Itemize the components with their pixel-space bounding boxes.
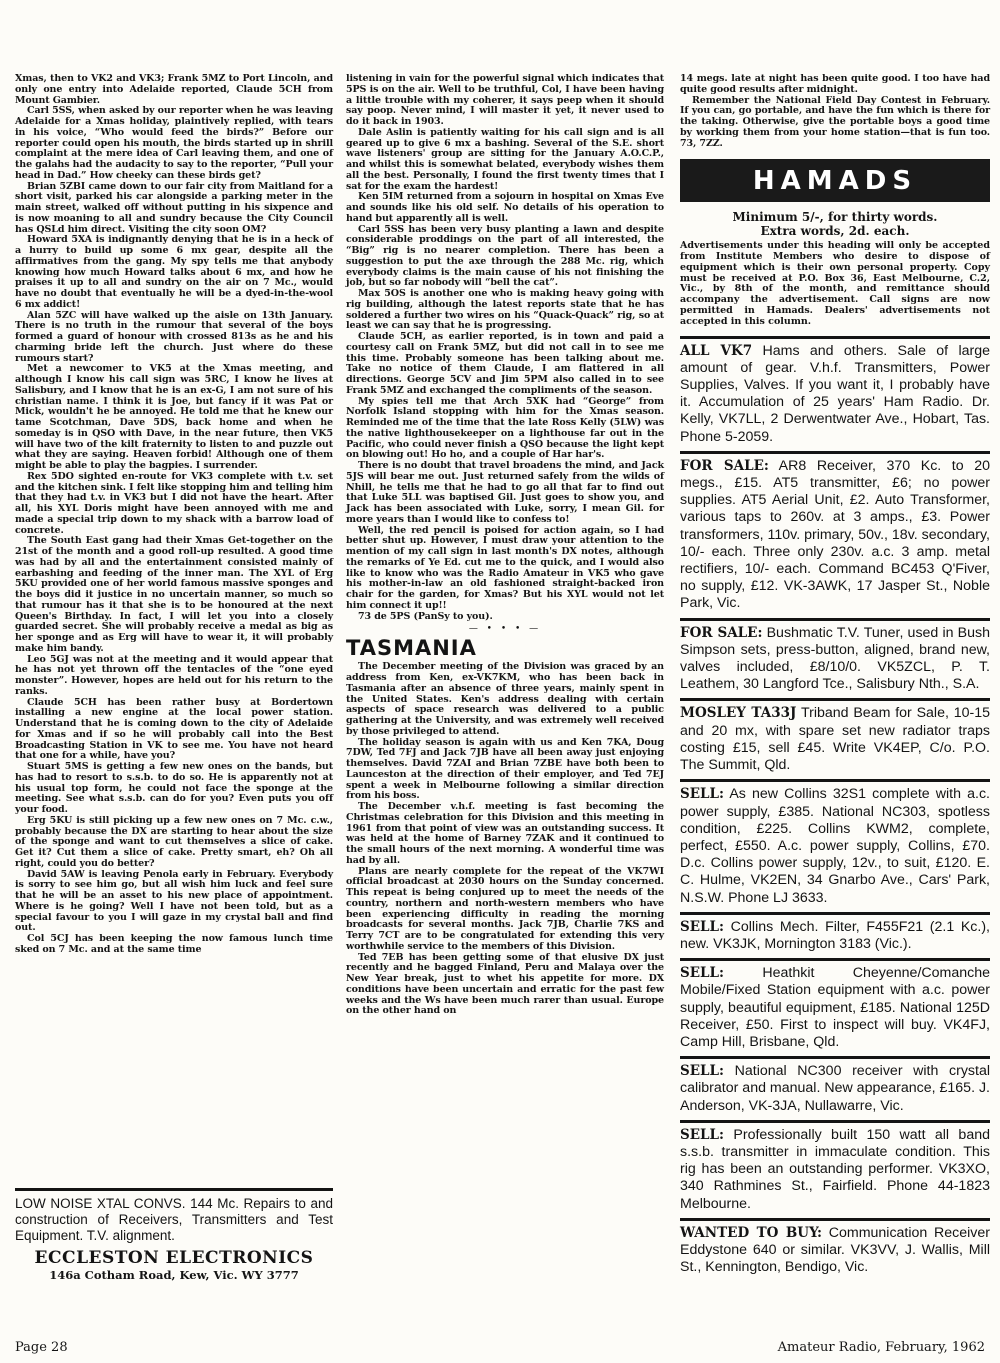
column-2: [346, 74, 664, 1017]
tasmania-paragraph: The December v.h.f. meeting is fast becoming the Christmas celebration for this Division and this meeting in 1961 from that point of view was an outstanding success. It was held at the home of Barney 7ZAK and it continued to the small hours of the next morning. A wonderful time was had by all.: [346, 801, 664, 866]
article-paragraph: Erg 5KU is still picking up a few new ones on 7 Mc. c.w., probably because the DX are starting to hear about the size of the sponge and want to cut themselves a slice of cake. Get it? Cut them a slice of cake. Pretty smart, eh? Oh all right, could you do better?: [15, 814, 333, 869]
article-paragraph: Dale Aslin is patiently waiting for his call sign and is all geared up to give 6 mx a bashing. Several of the S.E. short wave listeners' group are sitting for the January A.O.C.P., and whilst this is somewhat belated, everybody wishes them all the best. Personally, I found the first twenty times that I sat for the exam the hardest!: [346, 126, 664, 192]
ad-company-name: ECCLESTON ELECTRONICS: [34, 1248, 314, 1268]
article-paragraph: Stuart 5MS is getting a few new ones on the bands, but has had to resort to s.s.b. to do so. He is apparently not at his usual top form, he could not face the sponge at the meeting. See what s.s.b. can do for you? Even puts you off your food.: [15, 761, 333, 815]
hamad-text: Triband Beam for Sale, 10-15 and 20 mx, with spare set new radiator traps costing £15, sell £45. Write VK4EP, C/o. P.O. The Summit, Qld.: [680, 705, 991, 774]
article-paragraph: Carl 5SS, when asked by our reporter when he was leaving Adelaide for a Xmas holiday, plaintively replied, with tears in his voice, “Who would feed the birds?” Before our reporter could open his mouth, the birds started up in shrill complaint at the mere idea of Carl leaving them, and one of the galahs had the audacity to say to the reporter, “Pull your head in Dad.” How cheeky can these birds get?: [15, 105, 333, 181]
article-paragraph: 14 megs. late at night has been quite good. I too have had quite good results after midnight.: [680, 73, 990, 95]
hamad-lead: SELL:: [680, 1126, 725, 1143]
eccleston-advertisement: [15, 1188, 333, 1282]
article-paragraph: Remember the National Field Day Contest in February. If you can, go portable, and have the fun which is there for the taking. Otherwise, give the portable boys a good time by working them from your home station—that is fun too. 73, 7ZZ.: [680, 94, 990, 149]
hamad-text: AR8 Receiver, 370 Kc. to 20 megs., £15. AT5 transmitter, £6; no power supplies. AT5 Aerial Unit, £2. Auto Transformer, various taps to 260v. at 3 amps., £3. Power transformers, 110v. primary, 50v., 18v. secondary, 10/- each. Three only 230v. a.c. 3 amp. metal rectifiers, 10/- each. Command BC453 Q'Fiver, no supply, £12. VK-3AWK, 17 Jasper St., Noble Park, Vic.: [680, 457, 990, 612]
hamad-listing: [680, 336, 990, 451]
hamad-text: Hams and others. Sale of large amount of gear. V.h.f. Transmitters, Power Supplies, Valves. If you want it, I probably have it. Accumulation of 25 years' Ham Radio. Dr. Kelly, VK7LL, 2 Derwentwater Ave., Hobart, Tas. Phone 5-2059.: [680, 342, 990, 445]
tasmania-paragraph: Plans are nearly complete for the repeat of the VK7WI official broadcast at 2030 hours on the Sunday concerned. This repeat is being conjured up to meet the needs of the country, northern and north-western members who have been experiencing difficulty in reading the morning broadcasts for several months. Jack 7JB, Charlie 7KS and Terry 7CT are to be congratulated for extending this very worthwhile service to the members of this Division.: [346, 865, 664, 952]
hamad-lead: SELL:: [680, 965, 725, 982]
hamad-listing: [680, 698, 990, 779]
hamads-conditions: Advertisements under this heading will only be accepted from Institute Members who desire to dispose of equipment which is their own personal property. Copy must be received at P.O. Box 36, East Melbourne, C.2, Vic., by 8th of the month, and remittance should accompany the advertisement. Call signs are now permitted in Hamads. Dealers' advertisements not accepted in this column.: [680, 240, 990, 327]
article-paragraph: Max 5OS is another one who is making heavy going with rig building, although the latest reports state that he has soldered a further two wires on his “Quack-Quack” rig, so at least we can say that he is progressing.: [346, 288, 664, 332]
tasmania-heading: TASMANIA: [346, 636, 477, 661]
hamad-lead: FOR SALE:: [680, 624, 763, 641]
hamad-lead: WANTED TO BUY:: [680, 1224, 823, 1241]
hamads-banner: HAMADS: [680, 159, 990, 202]
hamad-lead: FOR SALE:: [680, 457, 769, 474]
page-number: Page 28: [15, 1340, 68, 1355]
hamad-lead: SELL:: [680, 1063, 725, 1080]
hamad-listing: [680, 958, 990, 1056]
article-paragraph: Howard 5XA is indignantly denying that he is in a heck of a hurry to build up some 6 mx gear, despite all the affirmatives from the gang. My spy tells me that anybody knowing how much Howard talks about 6 mx, and how he praises it up to all and sundry on the air on 7 Mc., would have no doubt that eventually he will be a dyed-in-the-wool 6 mx addict!: [15, 234, 333, 310]
article-paragraph: Carl 5SS has been very busy planting a lawn and despite considerable proddings on the part of all interested, the “Big” rig is no nearer completion. There has been a suggestion to put the axe through the 288 Mc. rig, which everybody claims is the main cause of his not finishing the job, but so far nobody will “bell the cat”.: [346, 223, 664, 289]
hamad-listing: [680, 1120, 990, 1218]
hamad-listing: [680, 451, 990, 618]
article-paragraph: Met a newcomer to VK5 at the Xmas meeting, and although I know his call sign was 5RC, I know he lives at Salisbury, and I know that he is an ex-G, I am not sure of his christian name. I think it is Joe, but fancy if it was Pat or Mick, wouldn't he be annoyed. He told me that he knew our tame Scotchman, Dave 5DS, back home and when he someday is in QSO with Dave, in the near future, then VK5 will have two of the kilt fraternity to listen to and puzzle out what they are saying. Heaven forbid! Although one of them might be able to play the bagpies. I surrender.: [15, 363, 333, 471]
hamad-listing: [680, 1056, 990, 1120]
hamad-listing: [680, 779, 990, 911]
hamad-text: National NC300 receiver with crystal calibrator and manual. New appearance, £165. J. Anderson, VK-3JA, Nullawarre, Vic.: [680, 1063, 990, 1114]
publication-line: Amateur Radio, February, 1962: [777, 1340, 985, 1355]
hamad-lead: SELL:: [680, 918, 725, 935]
section-divider: — • • • —: [468, 624, 542, 635]
article-paragraph: Col 5CJ has been keeping the now famous lunch time sked on 7 Mc. and at the same time: [15, 933, 333, 955]
hamads-rate: Extra words, 2d. each.: [760, 224, 910, 239]
column-1: [15, 74, 333, 956]
article-paragraph: Leo 5GJ was not at the meeting and it would appear that he has not yet thrown off the tentacles of the “one eyed monster”. However, hopes are held out for his return to the ranks.: [15, 653, 333, 697]
ad-address: 146a Cotham Road, Kew, Vic. WY 3777: [49, 1268, 299, 1282]
column-3: [680, 74, 990, 1281]
hamads-rate: Minimum 5/-, for thirty words.: [732, 210, 938, 225]
article-paragraph: Rex 5DO sighted en-route for VK3 complete with t.v. set and the kitchen sink. I felt like stopping him and telling him that they had t.v. in VK3 but I did not have the heart. After all, his XYL Doris might have been annoyed with me and made a special trip down to my shack with a barrow load of concrete.: [15, 470, 333, 536]
hamad-text: Bushmatic T.V. Tuner, used in Bush Simpson sets, press-button, aligned, brand new, valves included, £8/10/0. VK5ZCL, P. T. Leathem, 30 Langford Tce., Salisbury Nth., S.A.: [680, 624, 990, 693]
signoff: 73 de 5PS (PanSy to you).: [358, 610, 493, 622]
article-paragraph: The South East gang had their Xmas Get-together on the 21st of the month and a good roll-up resulted. A good time was had by all and the entertainment consisted mainly of earbashing and feeding of the inner man. The XYL of Erg 5KU provided one of her world famous massive sponges and the boys did it justice in no uncertain manner, so much so that rumour has it that she is to be honoured at the next Queen's Birthday. In fact, I will let you into a closely guarded secret. She will probably receive a medal as big as her sponge and as Erg will have to wear it, it will probably make him bandy.: [15, 535, 333, 654]
article-paragraph: Brian 5ZBI came down to our fair city from Maitland for a short visit, parked his car alongside a parking meter in the main street, walked off without putting in his sixpence and is now moaning to all and sundry because the City Council has QSLd him direct. Visiting the city soon OM?: [15, 180, 333, 235]
article-paragraph: Well, the red pencil is poised for action again, so I had better shut up. However, I must draw your attention to the mention of my call sign in last month's DX notes, although the remarks of Ye Ed. cut me to the quick, and I would also like to know who was the Radio Amateur in VK5 who gave his mother-in-law an old fashioned straight-backed iron chair for the garden, for Xmas? But his XYL would not let him connect it up!!: [346, 524, 664, 611]
hamad-lead: MOSLEY TA33J: [680, 705, 797, 722]
article-paragraph: Alan 5ZC will have walked up the aisle on 13th January. There is no truth in the rumour that several of the boys formed a guard of honour with crossed 813s as he and his charming bride left the church. Just where do these rumours start?: [15, 309, 333, 364]
article-paragraph: Ken 5IM returned from a sojourn in hospital on Xmas Eve and sounds like his old self. No details of his operation to hand but apparently all is well.: [346, 191, 664, 224]
tasmania-paragraph: The December meeting of the Division was graced by an address from Ken, ex-VK7KM, who has been back in Tasmania after an absence of three years, mainly spent in the United States. Ken's address dealing with certain aspects of space research was delivered to a public gathering at the University, and was extremely well received by those privileged to attend.: [346, 661, 664, 737]
tasmania-paragraph: The holiday season is again with us and Ken 7KA, Doug 7DW, Ted 7FJ and Jack 7JB have all been away just enjoying themselves. David 7ZAI and Brian 7ZBE have both been to Launceston at the direction of their employer, and Ted 7EJ spent a week in Melbourne following a similar direction from his boss.: [346, 736, 664, 802]
hamad-text: Heathkit Cheyenne/Comanche Mobile/Fixed Station equipment with a.c. power supply, beautiful equipment, £185. National 125D Receiver, £50. First to inspect will buy. VK4FJ, Camp Hill, Brisbane, Qld.: [680, 965, 990, 1050]
hamad-text: Collins Mech. Filter, F455F21 (2.1 Kc.), new. VK3JK, Mornington 3183 (Vic.).: [680, 918, 990, 952]
ad-text: LOW NOISE XTAL CONVS. 144 Mc. Repairs to and construction of Receivers, Transmitters and Test Equipment. T.V. alignment.: [15, 1196, 333, 1243]
tasmania-paragraph: Ted 7EB has been getting some of that elusive DX just recently and he bagged Finland, Peru and Malaya over the New Year break, just to whet his appetite for more. DX conditions have been uncertain and erratic for the past few weeks and the Ws have been much rarer than usual. Europe on the other hand on: [346, 951, 664, 1017]
hamad-listing: [680, 618, 990, 699]
article-paragraph: Xmas, then to VK2 and VK3; Frank 5MZ to Port Lincoln, and only one entry into Adelaide reported, Claude 5CH from Mount Gambier.: [15, 73, 333, 106]
article-paragraph: There is no doubt that travel broadens the mind, and Jack 5JS will bear me out. Just returned safely from the wilds of Nhill, he tells me that he had to go all that far to find out that Luke 5LL was baptised Gil. Just goes to show you, and Jack has been associated with Luke, sorry, I mean Gil. for more years than I would like to confess to!: [346, 460, 664, 525]
article-paragraph: Claude 5CH, as earlier reported, is in town and paid a courtesy call on Frank 5MZ, but did not call in to see me this time. Probably someone has been talking about me. Take no notice of them Claude, I am flattered in all directions. George 5CV and Jim 5PM also called in to see Frank 5MZ and exchanged the compliments of the season.: [346, 331, 664, 396]
hamad-text: Communication Receiver Eddystone 640 or similar. VK3VV, J. Wallis, Mill St., Kennington, Bendigo, Vic.: [680, 1224, 990, 1276]
hamad-listing: [680, 1218, 990, 1282]
hamad-text: Professionally built 150 watt all band s.s.b. transmitter in immaculate condition. This rig has been an outstanding performer. VK3XO, 340 Rathmines St., Fairfield. Phone 44-1823 Melbourne.: [680, 1126, 990, 1212]
hamad-lead: ALL VK7: [680, 342, 753, 359]
article-paragraph: My spies tell me that Arch 5XK had “George” from Norfolk Island stopping with him for the Xmas season. Reminded me of the time that the late Ross Kelly (5LW) was the native lighthousekeeper on a lighthouse far out in the Pacific, who could never finish a QSO because the light kept on blowing out! Ho ho, and a couple of Har har's.: [346, 395, 664, 461]
article-paragraph: David 5AW is leaving Penola early in February. Everybody is sorry to see him go, but all wish him luck and feel sure that he will be an asset to his new place of appointment. Where is he going? Well I have not been told, but as a special favour to you I will gaze in my crystal ball and find out.: [15, 868, 333, 934]
article-paragraph: Claude 5CH has been rather busy at Bordertown installing a new engine at the local power station. Understand that he is coming down to the city of Adelaide for Xmas and if so he will probably call into the Best Broadcasting Station in VK to see me. You have not heard that one for a while, have you?: [15, 696, 333, 762]
hamad-text: As new Collins 32S1 complete with a.c. power supply, £385. National NC303, spotless condition, £225. Collins KWM2, complete, perfect, £550. A.c. power supply, Collins, £70. D.c. Collins power supply, 12v., to suit, £120. E. C. Hulme, VK2EN, 34 Gnarbo Ave., Cars' Park, N.S.W. Phone LJ 3633.: [680, 786, 990, 906]
hamad-lead: SELL:: [680, 786, 725, 803]
hamad-listing: [680, 912, 990, 958]
article-paragraph: listening in vain for the powerful signal which indicates that 5PS is on the air. Well to be truthful, Col, I have been having a little trouble with my coherer, it says peep when it should say poop. Never mind, I will master it yet, it never used to do it back in 1903.: [346, 73, 664, 127]
